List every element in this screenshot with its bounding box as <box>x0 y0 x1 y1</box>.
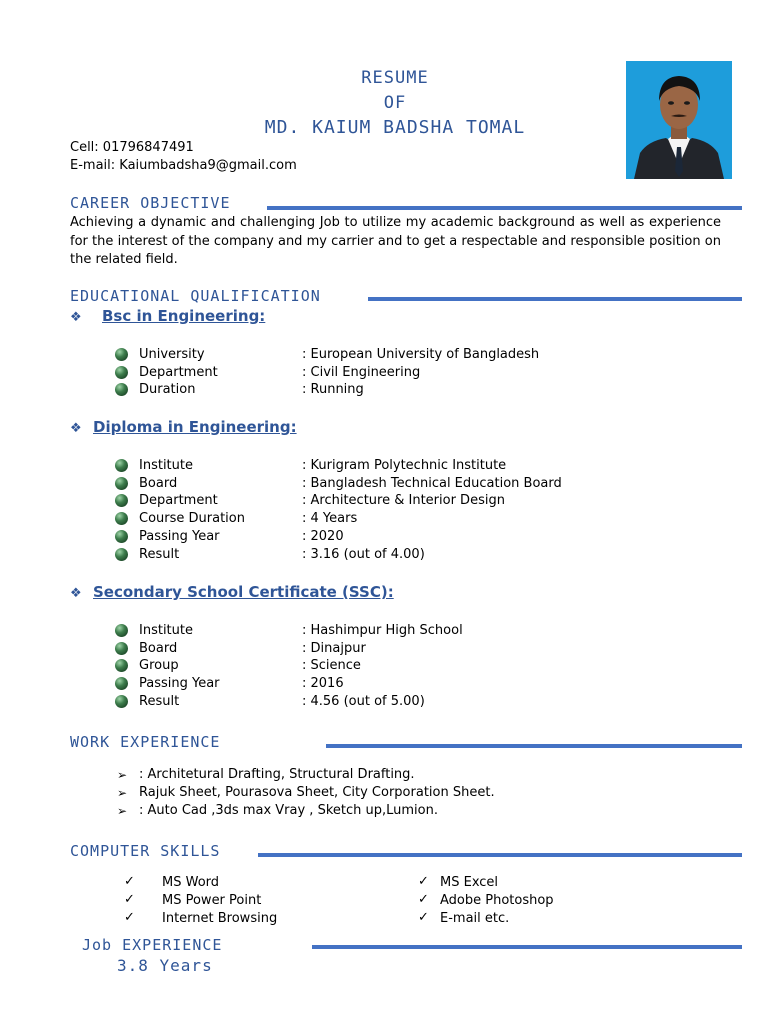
check-icon: ✓ <box>418 910 429 925</box>
check-icon: ✓ <box>418 874 429 889</box>
green-bullet-icon <box>115 624 128 637</box>
career-objective-text: Achieving a dynamic and challenging Job to utilize my academic background as well as experience for the interest of the company and my carrier and to get a respectable and responsible position on the related field. <box>70 215 721 267</box>
green-bullet-icon <box>115 477 128 490</box>
green-bullet-icon <box>115 348 128 361</box>
check-icon: ✓ <box>124 910 135 925</box>
person-portrait-icon <box>626 61 732 179</box>
green-bullet-icon <box>115 695 128 708</box>
arrow-bullet-icon: ➢ <box>117 804 128 818</box>
skill-item: ✓ MS Word <box>124 874 220 890</box>
job-experience-years: 3.8 Years <box>117 956 213 975</box>
green-bullet-icon <box>115 659 128 672</box>
section-divider <box>312 945 742 949</box>
diamond-bullet-icon: ❖ <box>70 421 82 436</box>
computer-skills-heading: COMPUTER SKILLS <box>70 842 221 860</box>
section-divider <box>258 853 742 857</box>
green-bullet-icon <box>115 677 128 690</box>
green-bullet-icon <box>115 642 128 655</box>
skill-item: ✓ MS Power Point <box>124 892 262 908</box>
skill-item: ✓ E-mail etc. <box>418 910 510 926</box>
skill-item: ✓ Adobe Photoshop <box>418 892 554 908</box>
green-bullet-icon <box>115 459 128 472</box>
resume-title: RESUME <box>361 68 429 88</box>
ssc-title: Secondary School Certificate (SSC): <box>93 583 394 601</box>
list-item: ➢ : Architetural Drafting, Structural Drafting. <box>117 767 415 782</box>
green-bullet-icon <box>115 530 128 543</box>
candidate-name: MD. KAIUM BADSHA TOMAL <box>264 117 526 138</box>
list-item: ➢ Rajuk Sheet, Pourasova Sheet, City Corporation Sheet. <box>117 785 495 800</box>
check-icon: ✓ <box>124 874 135 889</box>
section-divider <box>267 206 742 210</box>
skill-item: ✓ MS Excel <box>418 874 499 890</box>
bsc-title: Bsc in Engineering: <box>102 307 266 325</box>
cell-number: Cell: 01796847491 <box>70 140 194 155</box>
resume-of: OF <box>383 93 407 113</box>
skill-item: ✓ Internet Browsing <box>124 910 278 926</box>
job-experience-heading: Job EXPERIENCE <box>82 936 223 954</box>
green-bullet-icon <box>115 494 128 507</box>
green-bullet-icon <box>115 548 128 561</box>
arrow-bullet-icon: ➢ <box>117 786 128 800</box>
diamond-bullet-icon: ❖ <box>70 310 82 325</box>
green-bullet-icon <box>115 383 128 396</box>
green-bullet-icon <box>115 512 128 525</box>
section-divider <box>368 297 742 301</box>
green-bullet-icon <box>115 366 128 379</box>
career-objective-heading: CAREER OBJECTIVE <box>70 194 231 212</box>
arrow-bullet-icon: ➢ <box>117 768 128 782</box>
check-icon: ✓ <box>124 892 135 907</box>
list-item: ➢ : Auto Cad ,3ds max Vray , Sketch up,Lumion. <box>117 803 438 818</box>
education-heading: EDUCATIONAL QUALIFICATION <box>70 287 321 305</box>
profile-photo <box>626 61 732 179</box>
email-address: E-mail: Kaiumbadsha9@gmail.com <box>70 158 297 173</box>
diamond-bullet-icon: ❖ <box>70 586 82 601</box>
section-divider <box>326 744 742 748</box>
diploma-title: Diploma in Engineering: <box>93 418 297 436</box>
check-icon: ✓ <box>418 892 429 907</box>
work-experience-heading: WORK EXPERIENCE <box>70 733 221 751</box>
